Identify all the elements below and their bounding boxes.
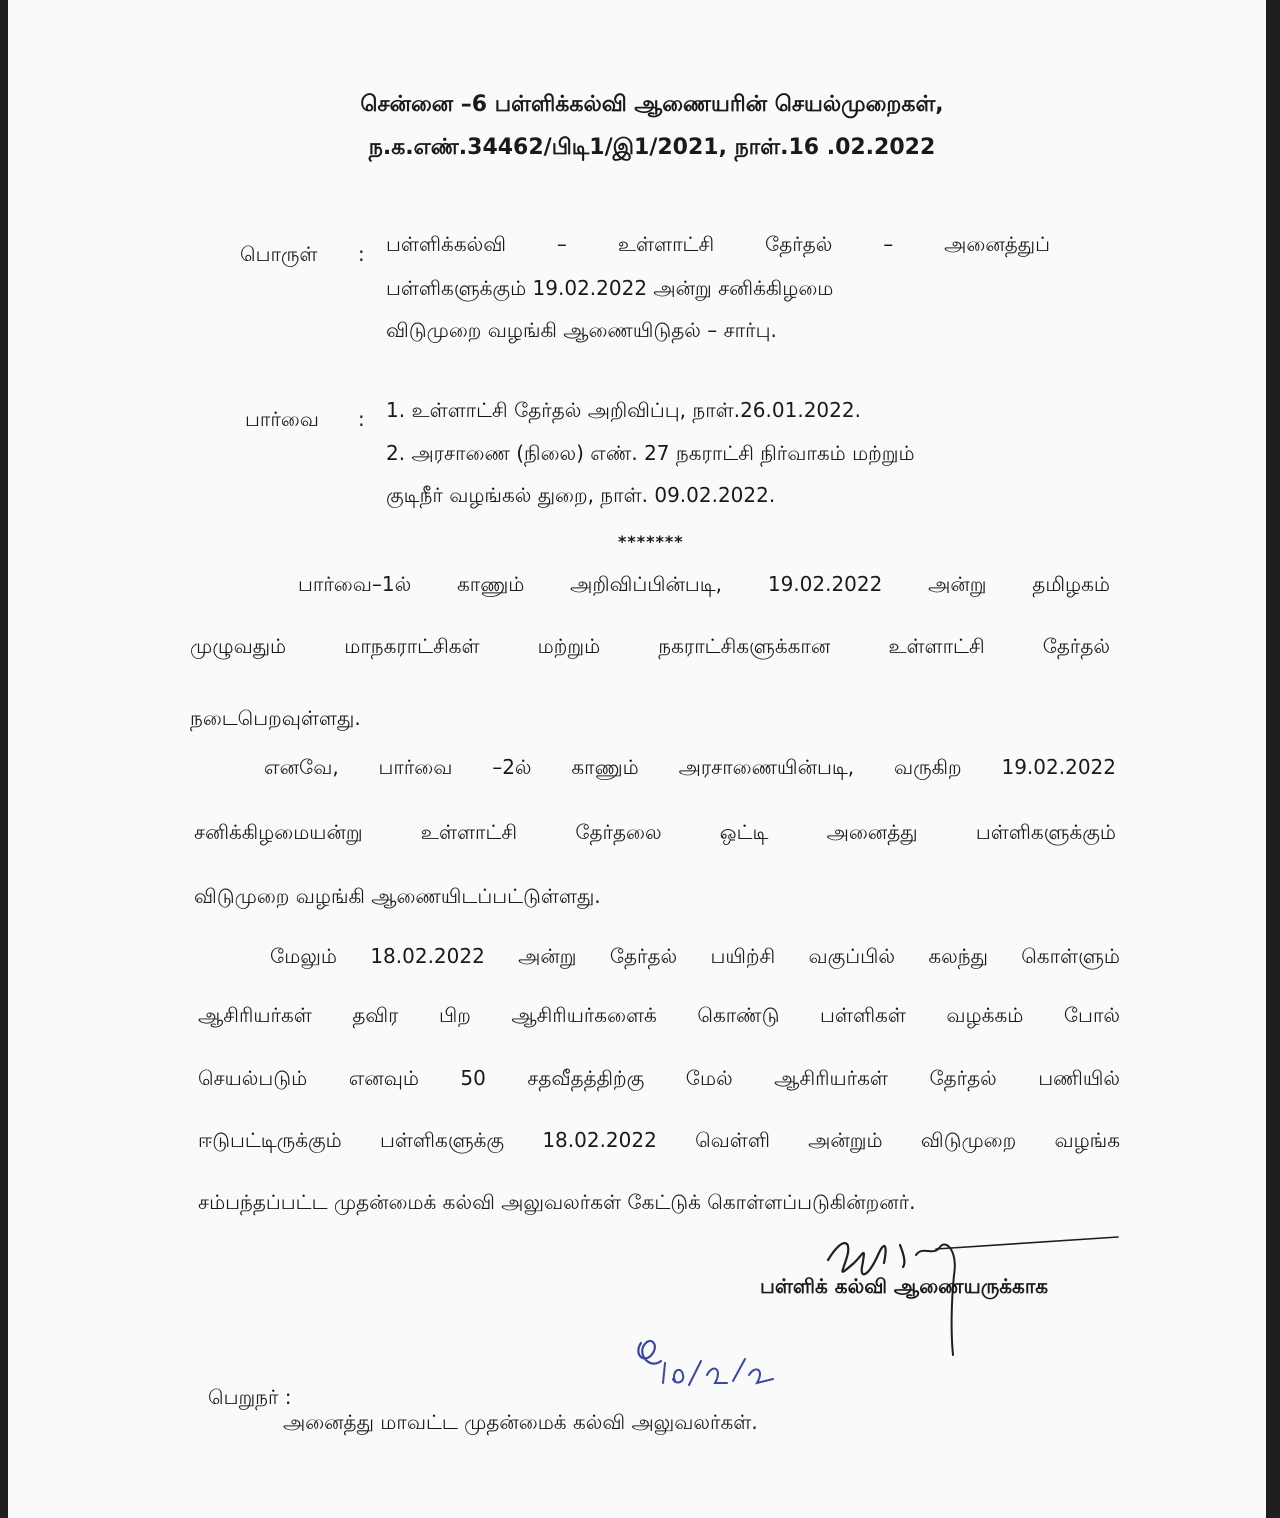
subject-colon: :	[358, 242, 365, 266]
header-reference-number: ந.க.எண்.34462/பிடி1/இ1/2021, நாள்.16 .02.2022	[368, 135, 936, 160]
paragraph-3-line-4: ஈடுபட்டிருக்கும் பள்ளிகளுக்கு 18.02.2022 வெள்ளி அன்றும் விடுமுறை வழங்க	[198, 1128, 1120, 1152]
subject-label: பொருள்	[240, 242, 318, 266]
paragraph-2-line-3: விடுமுறை வழங்கி ஆணையிடப்பட்டுள்ளது.	[194, 884, 601, 908]
paragraph-3-line-2: ஆசிரியர்கள் தவிர பிற ஆசிரியர்களைக் கொண்டு பள்ளிகள் வழக்கம் போல்	[198, 1003, 1120, 1027]
paragraph-3-line-1: மேலும் 18.02.2022 அன்று தேர்தல் பயிற்சி வகுப்பில் கலந்து கொள்ளும்	[270, 944, 1120, 968]
reference-label: பார்வை	[245, 407, 319, 431]
signatory-designation: பள்ளிக் கல்வி ஆணையருக்காக	[760, 1274, 1049, 1298]
subject-line-2: பள்ளிகளுக்கும் 19.02.2022 அன்று சனிக்கிழமை	[386, 276, 834, 300]
paragraph-1-line-2: முழுவதும் மாநகராட்சிகள் மற்றும் நகராட்சிகளுக்கான உள்ளாட்சி தேர்தல்	[190, 634, 1110, 658]
handwritten-date-initial	[623, 1325, 793, 1405]
paragraph-3-line-5: சம்பந்தப்பட்ட முதன்மைக் கல்வி அலுவலர்கள் கேட்டுக் கொள்ளப்படுகின்றனர்.	[198, 1190, 916, 1214]
reference-colon: :	[358, 407, 365, 431]
subject-line-1: பள்ளிக்கல்வி – உள்ளாட்சி தேர்தல் – அனைத்துப்	[386, 232, 1050, 256]
paragraph-1-line-1: பார்வை–1ல் காணும் அறிவிப்பின்படி, 19.02.2022 அன்று தமிழகம்	[298, 572, 1110, 596]
reference-line-3: குடிநீர் வழங்கல் துறை, நாள். 09.02.2022.	[386, 483, 776, 507]
section-separator: *******	[618, 532, 684, 551]
subject-line-3: விடுமுறை வழங்கி ஆணையிடுதல் – சார்பு.	[386, 318, 777, 342]
header-office-title: சென்னை –6 பள்ளிக்கல்வி ஆணையரின் செயல்முறைகள்,	[360, 92, 944, 117]
reference-line-2: 2. அரசாணை (நிலை) எண். 27 நகராட்சி நிர்வாகம் மற்றும்	[386, 441, 915, 465]
paragraph-2-line-1: எனவே, பார்வை –2ல் காணும் அரசாணையின்படி, வருகிற 19.02.2022	[264, 755, 1116, 779]
paragraph-2-line-2: சனிக்கிழமையன்று உள்ளாட்சி தேர்தலை ஒட்டி அனைத்து பள்ளிகளுக்கும்	[194, 820, 1116, 844]
reference-line-1: 1. உள்ளாட்சி தேர்தல் அறிவிப்பு, நாள்.26.01.2022.	[386, 398, 861, 422]
document-page	[8, 0, 1266, 1518]
recipient-value: அனைத்து மாவட்ட முதன்மைக் கல்வி அலுவலர்கள்.	[283, 1410, 758, 1434]
paragraph-3-line-3: செயல்படும் எனவும் 50 சதவீதத்திற்கு மேல் ஆசிரியர்கள் தேர்தல் பணியில்	[198, 1066, 1120, 1090]
recipient-label: பெறுநர் :	[208, 1385, 292, 1409]
paragraph-1-line-3: நடைபெறவுள்ளது.	[190, 706, 361, 730]
